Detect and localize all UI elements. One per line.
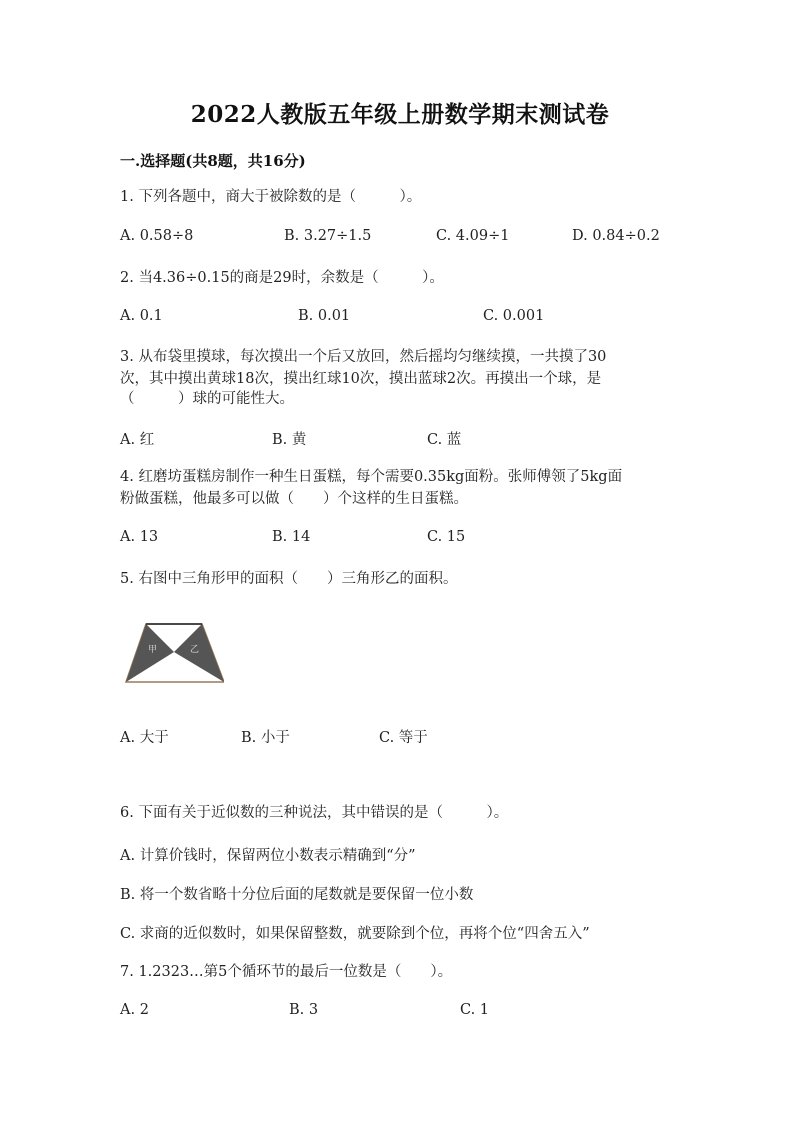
- question-1-option-b: B. 3.27÷1.5: [284, 228, 372, 244]
- question-3-text-line-2: 次，其中摸出黄球18次，摸出红球10次，摸出蓝球2次。再摸出一个球，是: [120, 371, 602, 387]
- question-7-text: 7. 1.2323…第5个循环节的最后一位数是（ ）。: [120, 964, 453, 980]
- question-7-option-c: C. 1: [460, 1002, 490, 1018]
- question-2-option-c: C. 0.001: [483, 308, 545, 324]
- question-5-text: 5. 右图中三角形甲的面积（ ）三角形乙的面积。: [120, 571, 458, 587]
- page-title: 2022人教版五年级上册数学期末测试卷: [190, 101, 610, 128]
- question-7-option-a: A. 2: [120, 1002, 149, 1018]
- question-6-text: 6. 下面有关于近似数的三种说法，其中错误的是（ ）。: [120, 805, 509, 821]
- question-4-option-b: B. 14: [272, 529, 311, 545]
- question-2-option-b: B. 0.01: [298, 308, 351, 324]
- question-3-text-line-3: （ ）球的可能性大。: [120, 391, 294, 407]
- question-6-option-c: C. 求商的近似数时，如果保留整数，就要除到个位，再将个位“四舍五入”: [120, 926, 590, 942]
- question-1-option-d: D. 0.84÷0.2: [572, 228, 660, 244]
- question-3-option-b: B. 黄: [272, 432, 307, 448]
- question-6-option-a: A. 计算价钱时，保留两位小数表示精确到“分”: [120, 848, 416, 864]
- question-4-option-a: A. 13: [120, 529, 159, 545]
- question-1-option-a: A. 0.58÷8: [120, 228, 194, 244]
- question-5-option-b: B. 小于: [241, 730, 290, 746]
- triangle-jia-label: 甲: [148, 645, 158, 655]
- question-4-option-c: C. 15: [427, 529, 466, 545]
- triangle-yi-label: 乙: [190, 645, 200, 655]
- question-4-text-line-2: 粉做蛋糕，他最多可以做（ ）个这样的生日蛋糕。: [120, 491, 468, 507]
- question-5-option-c: C. 等于: [379, 730, 428, 746]
- question-4-text-line-1: 4. 红磨坊蛋糕房制作一种生日蛋糕，每个需要0.35kg面粉。张师傅领了5kg面: [120, 469, 623, 485]
- question-3-option-c: C. 蓝: [427, 432, 462, 448]
- question-5-option-a: A. 大于: [120, 730, 169, 746]
- section-heading: 一.选择题(共8题，共16分): [120, 152, 306, 170]
- question-6-option-b: B. 将一个数省略十分位后面的尾数就是要保留一位小数: [120, 887, 474, 903]
- question-1-option-c: C. 4.09÷1: [436, 228, 510, 244]
- question-7-option-b: B. 3: [289, 1002, 319, 1018]
- triangles-figure: [124, 620, 224, 686]
- question-2-text: 2. 当4.36÷0.15的商是29时，余数是（ ）。: [120, 270, 444, 286]
- question-3-option-a: A. 红: [120, 432, 155, 448]
- question-1-text: 1. 下列各题中，商大于被除数的是（ ）。: [120, 189, 422, 205]
- question-3-text-line-1: 3. 从布袋里摸球，每次摸出一个后又放回，然后摇均匀继续摸，一共摸了30: [120, 349, 607, 365]
- question-2-option-a: A. 0.1: [120, 308, 163, 324]
